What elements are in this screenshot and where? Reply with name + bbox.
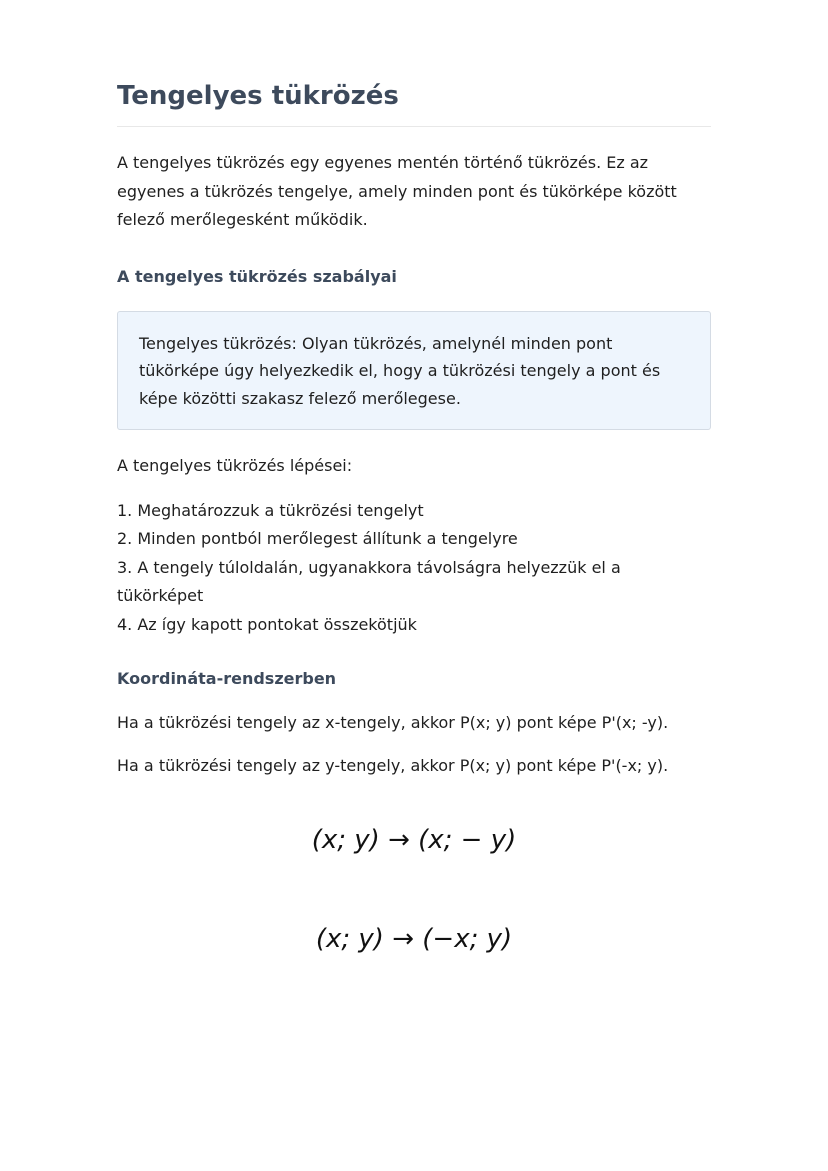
- intro-paragraph: A tengelyes tükrözés egy egyenes mentén történő tükrözés. Ez az egyenes a tükrözés tengelye, amely minden pont és tükörképe között felező merőlegesként működik.: [117, 153, 677, 229]
- x-axis-rule: Ha a tükrözési tengely az x-tengely, akkor P(x; y) pont képe P'(x; -y).: [117, 713, 669, 732]
- formula-y-axis-reflection: (x; y) → (−x; y): [315, 924, 513, 954]
- steps-list: [117, 497, 711, 640]
- section-heading-coordinates: Koordináta-rendszerben: [117, 669, 337, 688]
- definition-text: Tengelyes tükrözés: Olyan tükrözés, amelynél minden pont tükörképe úgy helyezkedik el, hogy a tükrözési tengely a pont és képe közötti szakasz felező merőlegese.: [139, 333, 661, 408]
- list-item: 1. Meghatározzuk a tükrözési tengelyt: [117, 500, 424, 520]
- formula-x-axis-reflection: (x; y) → (x; − y): [311, 825, 517, 855]
- section-heading-rules: A tengelyes tükrözés szabályai: [117, 266, 397, 286]
- list-item: 2. Minden pontból merőlegest állítunk a tengelyre: [117, 529, 518, 548]
- list-item: 4. Az így kapott pontokat összekötjük: [117, 614, 417, 634]
- y-axis-rule: Ha a tükrözési tengely az y-tengely, akkor P(x; y) pont képe P'(-x; y).: [117, 755, 669, 775]
- list-item: 3. A tengely túloldalán, ugyanakkora távolságra helyezzük el a tükörképet: [117, 557, 621, 605]
- steps-intro: A tengelyes tükrözés lépései:: [117, 456, 353, 475]
- page-title: Tengelyes tükrözés: [117, 78, 711, 127]
- definition-box: [117, 311, 711, 431]
- document: [117, 78, 711, 957]
